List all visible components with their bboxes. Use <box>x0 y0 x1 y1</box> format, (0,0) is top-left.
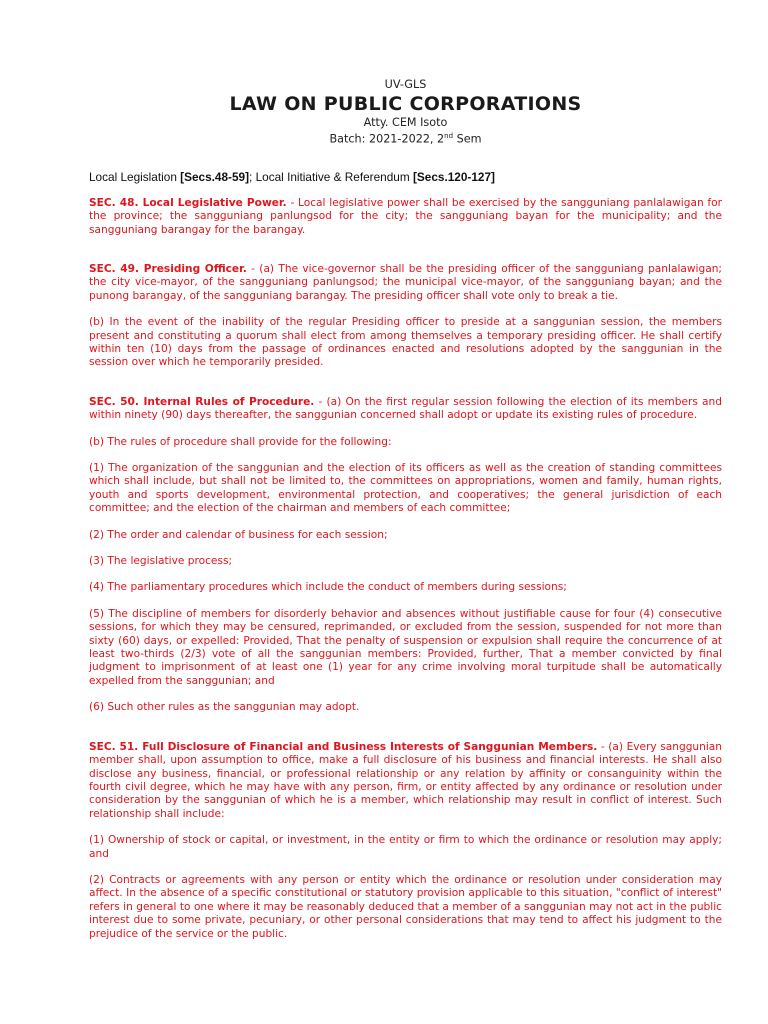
sec-48 <box>89 197 722 237</box>
sec-49-heading: SEC. 49. Presiding Officer. <box>89 262 247 275</box>
sec-50-item-1: (1) The organization of the sanggunian and the election of its officers as well as the creation of standing committees which shall include, but shall not be limited to, the committees on appropriations, women and family, human rights, youth and sports development, environmental protection, and cooperatives; the general jurisdiction of each committee; and the election of the chairman and members of each committee; <box>89 462 722 515</box>
sec-50-item-2: (2) The order and calendar of business for each session; <box>89 528 388 541</box>
batch-prefix: Batch: 2021-2022, 2 <box>329 132 445 146</box>
topic-1: Local Legislation <box>89 169 181 184</box>
sec-50-item-3: (3) The legislative process; <box>89 555 233 568</box>
document-title: LAW ON PUBLIC CORPORATIONS <box>229 93 582 115</box>
sec-48-text: - Local legislative power shall be exercised by the sangguniang panlalawigan for the province; the sangguniang panlungsod for the city; the sangguniang bayan for the municipality; and the sangguniang barangay for the barangay. <box>89 196 722 236</box>
sec-49-b: (b) In the event of the inability of the regular Presiding officer to preside at a sanggunian session, the members present and constituting a quorum shall elect from among themselves a temporary presiding officer. He shall certify within ten (10) days from the passage of ordinances enacted and resolutions adopted by the sanggunian in the session over which he temporarily presided. <box>89 316 722 369</box>
sec-48-heading: SEC. 48. Local Legislative Power. <box>89 196 287 209</box>
sec-51-item-2: (2) Contracts or agreements with any person or entity which the ordinance or resolution under consideration may affect. In the absence of a specific constitutional or statutory provision applicable to this situation, "conflict of interest" refers in general to one where it may be reasonably deduced that a member of a sanggunian may not act in the public interest due to some private, pecuniary, or other personal considerations that may tend to affect his judgment to the prejudice of the service or the public. <box>89 873 722 940</box>
sec-51-heading: SEC. 51. Full Disclosure of Financial and Business Interests of Sanggunian Members. <box>89 740 598 753</box>
batch-sup: nd <box>444 131 454 140</box>
sec-50-item-5: (5) The discipline of members for disorderly behavior and absences without justifiable cause for four (4) consecutive sessions, for which they may be censured, reprimanded, or excluded from the session, suspended for not more than sixty (60) days, or expelled: Provided, That the penalty of suspension or expulsion shall require the concurrence of at least two-thirds (2/3) vote of all the sanggunian members: Provided, further, That a member convicted by final judgment to imprisonment of at least one (1) year for any crime involving moral turpitude shall be automatically expelled from the sanggunian; and <box>89 607 722 687</box>
sec-49-a <box>89 263 722 303</box>
topic-2-ref: [Secs.120-127] <box>412 169 495 184</box>
sec-50-b: (b) The rules of procedure shall provide for the following: <box>89 435 392 448</box>
sec-50-item-4: (4) The parliamentary procedures which include the conduct of members during sessions; <box>89 581 567 594</box>
sec-50-item-6: (6) Such other rules as the sanggunian may adopt. <box>89 701 360 714</box>
batch-line <box>89 130 722 146</box>
sec-49-a-text: - (a) The vice-governor shall be the presiding officer of the sangguniang panlalawigan; the city vice-mayor, of the sangguniang panlungsod; the municipal vice-mayor, of the sangguniang bayan; and the punong barangay, of the sangguniang barangay. The presiding officer shall vote only to break a tie. <box>89 262 722 302</box>
topics-line <box>89 170 722 184</box>
topic-1-ref: [Secs.48-59] <box>180 169 250 184</box>
institution-label: UV-GLS <box>384 78 427 91</box>
sec-50-heading: SEC. 50. Internal Rules of Procedure. <box>89 395 315 408</box>
author-line: Atty. CEM Isoto <box>363 116 448 129</box>
topic-sep: ; Local Initiative & Referendum <box>249 169 413 184</box>
batch-suffix: Sem <box>453 132 482 146</box>
sec-51-a <box>89 741 722 821</box>
sec-50-a <box>89 396 722 423</box>
sec-51-a-text: - (a) Every sanggunian member shall, upon assumption to office, make a full disclosure of his business and financial interests. He shall also disclose any business, financial, or professional relationship or any relation by affinity or consanguinity within the fourth civil degree, which he may have with any person, firm, or entity affected by any ordinance or resolution under consideration by the sanggunian of which he is a member, which relationship may result in conflict of interest. Such relationship shall include: <box>89 740 722 820</box>
sec-51-item-1: (1) Ownership of stock or capital, or investment, in the entity or firm to which the ordinance or resolution may apply; and <box>89 834 722 860</box>
sec-50-a-text: - (a) On the first regular session following the election of its members and within ninety (90) days thereafter, the sanggunian concerned shall adopt or update its existing rules of procedure. <box>89 395 722 422</box>
